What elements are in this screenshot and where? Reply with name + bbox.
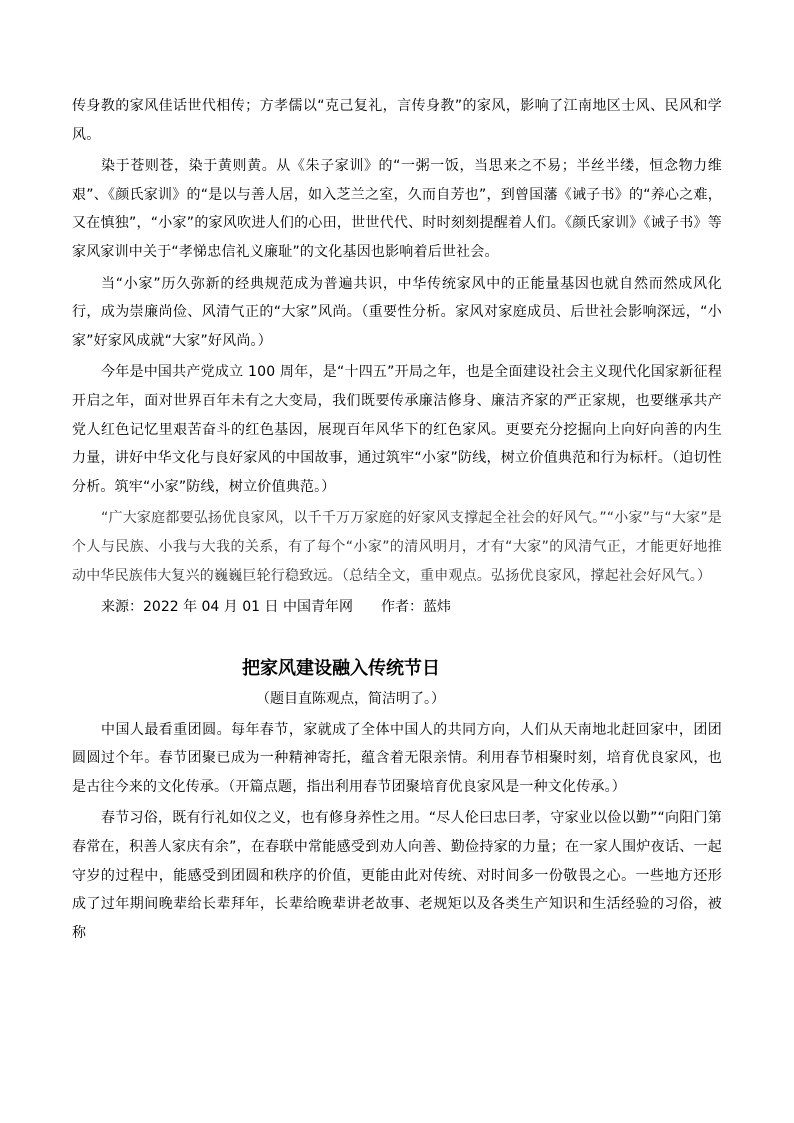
article2-subtitle: （题目直陈观点，简洁明了。） bbox=[256, 690, 445, 707]
article1-paragraph-4: 今年是中国共产党成立 100 周年，是“十四五”开局之年，也是全面建设社会主义现代化国家新征程开启之年，面对世界百年未有之大变局，我们既要传承廉洁修身、廉洁齐家的严正家规，也要继承共产党人红色记忆里艰苦奋斗的红色基因，展现百年风华下的红色家风。更要充分挖掘向上向好向善的内生力量，讲好中华文化与良好家风的中国故事，通过筑牢“小家”防线，树立价值典范和行为标杆。（迫切性分析。筑牢“小家”防线，树立价值典范。） bbox=[72, 364, 722, 495]
article1-paragraph-2: 染于苍则苍，染于黄则黄。从《朱子家训》的“一粥一饭，当思来之不易；半丝半缕，恒念物力维艰”、《颜氏家训》的“是以与善人居，如入芝兰之室，久而自芳也”，到曾国藩《诫子书》的“养心之难，又在慎独”，“小家”的家风吹进人们的心田，世世代代、时时刻刻提醒着人们。《颜氏家训》《诫子书》等家风家训中关于“孝悌忠信礼义廉耻”的文化基因也影响着后世社会。 bbox=[72, 158, 722, 260]
article1-paragraph-3: 当“小家”历久弥新的经典规范成为普遍共识，中华传统家风中的正能量基因也就自然而然成风化行，成为崇廉尚俭、风清气正的“大家”风尚。（重要性分析。家风对家庭成员、后世社会影响深远，“小家”好家风成就“大家”好风尚。） bbox=[72, 275, 722, 349]
article2-paragraph-1: 中国人最看重团圆。每年春节，家就成了全体中国人的共同方向，人们从天南地北赶回家中，团团圆圆过个年。春节团聚已成为一种精神寄托，蕴含着无限亲情。利用春节相聚时刻，培育优良家风，也是古往今来的文化传承。（开篇点题，指出利用春节团聚培育优良家风是一种文化传承。） bbox=[72, 721, 722, 795]
source-label: 来源：2022 年 04 月 01 日 中国青年网 bbox=[101, 599, 353, 616]
article2-title: 把家风建设融入传统节日 bbox=[242, 657, 440, 679]
author-label: 作者：蓝炜 bbox=[380, 599, 451, 616]
document-page bbox=[72, 92, 722, 950]
article2-paragraph-2: 春节习俗，既有行礼如仪之义，也有修身养性之用。“尽人伦曰忠曰孝，守家业以俭以勤”“向阳门第春常在，积善人家庆有余”，在春联中常能感受到劝人向善、勤俭持家的力量；在一家人围炉夜话、一起守岁的过程中，能感受到团圆和秩序的价值，更能由此对传统、对时间多一份敬畏之心。一些地方还形成了过年期间晚辈给长辈拜年，长辈给晚辈讲老故事、老规矩以及各类生产知识和生活经验的习俗，被称 bbox=[72, 810, 722, 941]
article1-source-line bbox=[72, 593, 722, 622]
article1-paragraph-1: 传身教的家风佳话世代相传；方孝儒以“克己复礼，言传身教”的家风，影响了江南地区士风、民风和学风。 bbox=[72, 98, 722, 143]
article1-paragraph-5: “广大家庭都要弘扬优良家风，以千千万万家庭的好家风支撑起全社会的好风气。”“小家”与“大家”是个人与民族、小我与大我的关系，有了每个“小家”的清风明月，才有“大家”的风清气正，才能更好地推动中华民族伟大复兴的巍巍巨轮行稳致远。（总结全文，重申观点。弘扬优良家风，撑起社会好风气。） bbox=[72, 510, 722, 584]
